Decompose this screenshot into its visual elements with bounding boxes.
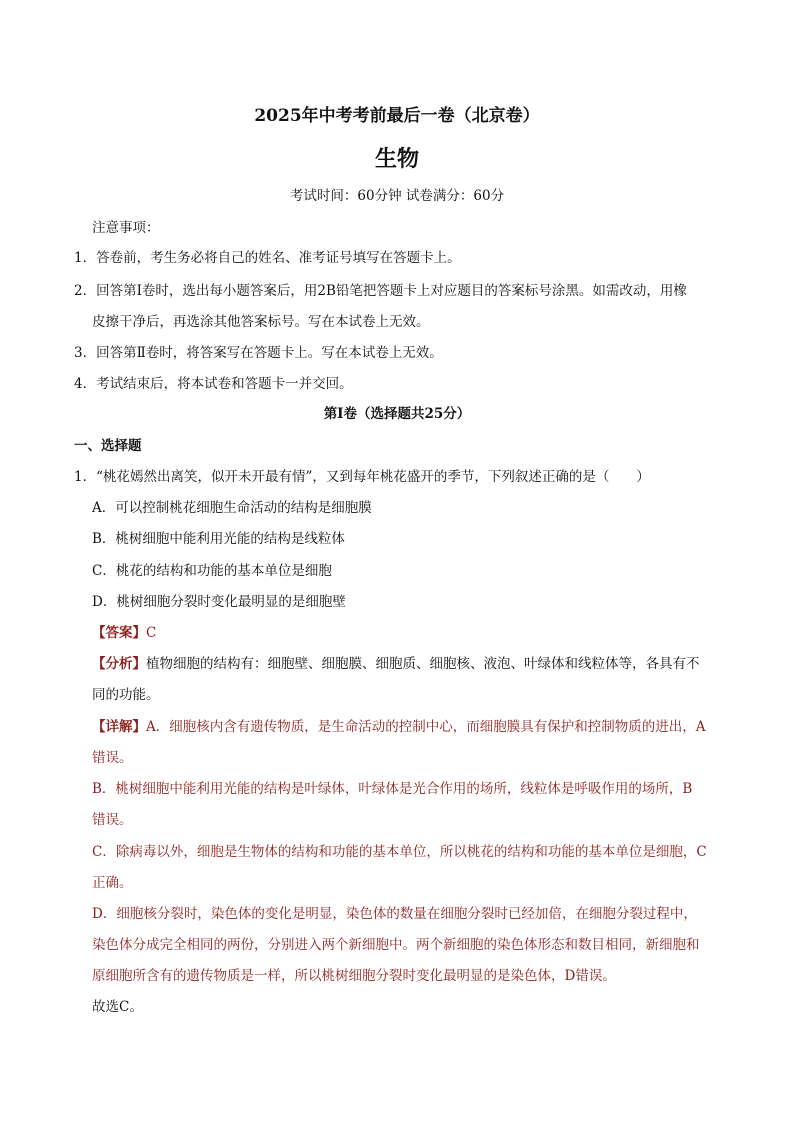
detail-d-continued: 原细胞所含有的遗传物质是一样，所以桃树细胞分裂时变化最明显的是染色体，D错误。 [92,968,616,984]
option-c: C．桃花的结构和功能的基本单位是细胞 [92,563,332,579]
detail-tag: 【详解】 [92,719,146,735]
option-b: B．桃树细胞中能利用光能的结构是线粒体 [92,531,345,547]
notice-heading: 注意事项： [92,220,160,236]
option-d: D．桃树细胞分裂时变化最明显的是细胞壁 [92,594,346,610]
exam-title: 2025年中考考前最后一卷（北京卷） [254,106,540,126]
detail-d-text: D．细胞核分裂时，染色体的变化是明显，染色体的数量在细胞分裂时已经加倍，在细胞分裂过程中， [92,906,697,922]
notice-item: 1．答卷前，考生务必将自己的姓名、准考证号填写在答题卡上。 [74,250,461,266]
analysis-text-continued: 同的功能。 [92,687,160,703]
analysis-text: 植物细胞的结构有：细胞壁、细胞膜、细胞质、细胞核、液泡、叶绿体和线粒体等，各具有不 [146,656,700,672]
conclusion: 故选C。 [92,999,143,1015]
notice-item: 3．回答第Ⅱ卷时，将答案写在答题卡上。写在本试卷上无效。 [74,345,443,361]
option-a: A．可以控制桃花细胞生命活动的结构是细胞膜 [92,500,372,516]
part-heading: 第Ⅰ卷（选择题共25分） [323,406,471,422]
section-heading: 一、选择题 [74,438,142,454]
notice-item: 2．回答第Ⅰ卷时，选出每小题答案后，用2B铅笔把答题卡上对应题目的答案标号涂黑。如需改动，用橡 [74,283,687,299]
question-stem: 1．“桃花嫣然出离笑，似开未开最有情”，又到每年桃花盛开的季节，下列叙述正确的是（ ） [74,469,650,485]
detail-d-continued: 染色体分成完全相同的两份，分别进入两个新细胞中。两个新细胞的染色体形态和数目相同，新细胞和 [92,937,700,953]
detail-b-text: B．桃树细胞中能利用光能的结构是叶绿体，叶绿体是光合作用的场所，线粒体是呼吸作用的场所，B [92,781,693,797]
answer-tag: 【答案】 [92,625,146,641]
detail-a-text: A．细胞核内含有遗传物质，是生命活动的控制中心，而细胞膜具有保护和控制物质的进出，A [146,719,706,735]
exam-info: 考试时间：60分钟 试卷满分：60分 [289,188,505,204]
answer-line [92,623,724,643]
detail-b-continued: 错误。 [92,812,133,828]
notice-item-continued: 皮擦干净后，再选涂其他答案标号。写在本试卷上无效。 [92,314,430,330]
detail-a-continued: 错误。 [92,750,133,766]
notice-item: 4．考试结束后，将本试卷和答题卡一并交回。 [74,376,353,392]
subject-title: 生物 [374,146,419,172]
detail-c-text: C．除病毒以外，细胞是生物体的结构和功能的基本单位，所以桃花的结构和功能的基本单位是细胞，C [92,844,707,860]
analysis-line [92,654,724,674]
detail-c-continued: 正确。 [92,875,133,891]
analysis-tag: 【分析】 [92,656,146,672]
detail-line [92,717,724,737]
answer-value: C [146,625,157,641]
